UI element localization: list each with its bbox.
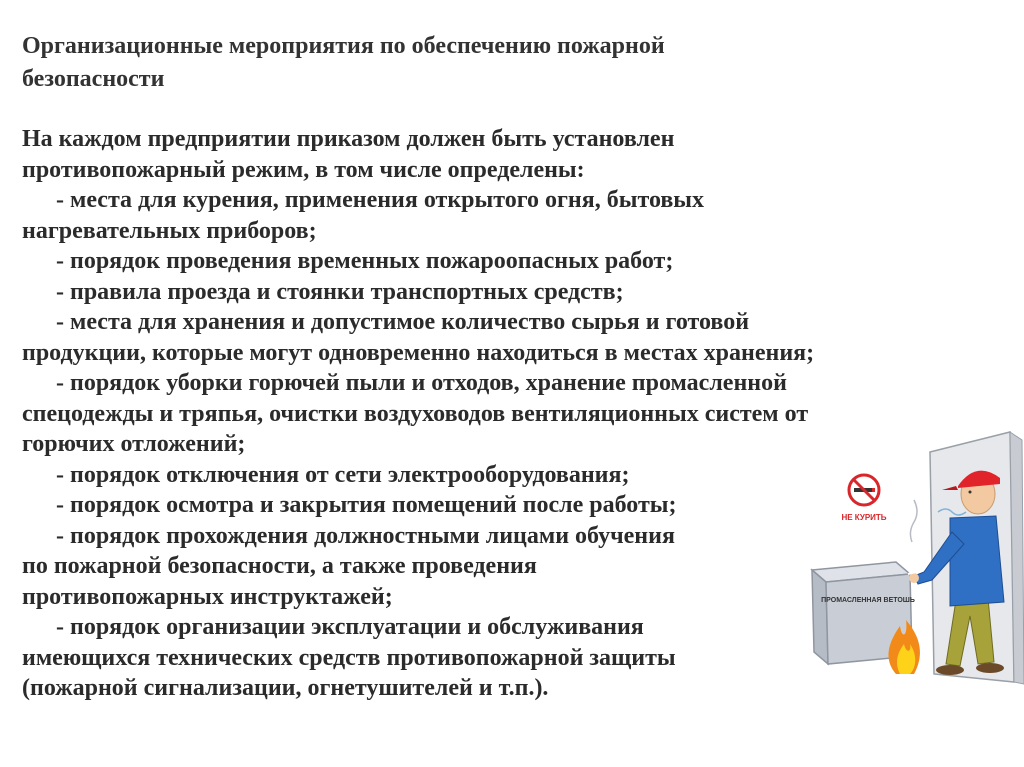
title-line: Организационные мероприятия по обеспечению пожарной (22, 33, 665, 59)
box-label: ПРОМАСЛЕННАЯ ВЕТОШЬ (821, 597, 915, 604)
list-item: - порядок отключения от сети электрооборудования; (56, 461, 630, 488)
body-line: (пожарной сигнализации, огнетушителей и т.п.). (22, 675, 549, 701)
list-item: - места для курения, применения открытого огня, бытовых (56, 187, 705, 213)
list-item: - порядок проведения временных пожароопасных работ; (56, 248, 674, 274)
body-line: нагревательных приборов; (22, 217, 317, 244)
list-item: - места для хранения и допустимое количество сырья и готовой (56, 309, 750, 335)
body-line: имеющихся технических средств противопожарной защиты (22, 644, 676, 671)
body-line: противопожарный режим, в том числе определены: (22, 156, 585, 183)
page-title (22, 30, 922, 96)
no-smoking-sign-icon (849, 475, 879, 505)
list-item: - правила проезда и стоянки транспортных средств; (56, 278, 624, 305)
list-item: - порядок уборки горючей пыли и отходов, хранение промасленной (56, 370, 787, 396)
no-smoking-illustration (800, 412, 1024, 712)
body-line: продукции, которые могут одновременно находиться в местах хранения; (22, 339, 815, 366)
body-line: На каждом предприятии приказом должен быть установлен (22, 126, 675, 152)
body-line: противопожарных инструктажей; (22, 583, 393, 610)
body-line: спецодежды и тряпья, очистки воздуховодов вентиляционных систем от (22, 400, 809, 427)
body-line: горючих отложений; (22, 431, 246, 457)
list-item: - порядок организации эксплуатации и обслуживания (56, 614, 644, 640)
title-line: безопасности (22, 66, 165, 92)
list-item: - порядок прохождения должностными лицами обучения (56, 522, 675, 549)
body-line: по пожарной безопасности, а также проведения (22, 553, 537, 579)
sign-label: НЕ КУРИТЬ (841, 513, 887, 522)
list-item: - порядок осмотра и закрытия помещений после работы; (56, 492, 677, 518)
